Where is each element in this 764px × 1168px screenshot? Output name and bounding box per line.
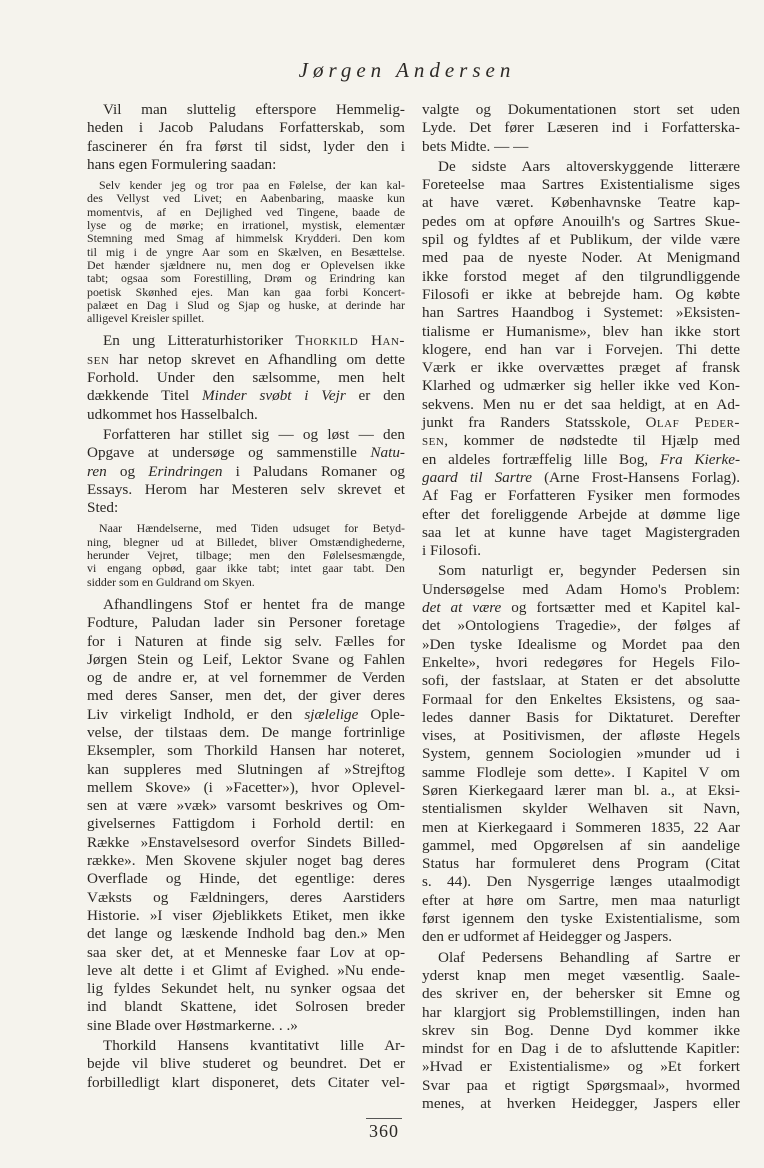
block-quote: [87, 179, 405, 325]
italic-text: Fra Kierke-: [659, 450, 740, 468]
text-line: sekvens. Men nu er det saa heldigt, at en Ad-: [422, 395, 740, 413]
text-line: Fodture, Paludan lader sin Personer foretage: [87, 614, 405, 632]
text-line: saa sker det, at et Menneske faar Lov at op-: [87, 943, 405, 961]
text-line: Essays. Herom har Mesteren selv skrevet et: [87, 480, 405, 498]
italic-text: ren: [87, 462, 107, 480]
text-line: Af Fag er Forfatteren Fysiker men formodes: [422, 487, 740, 505]
text-line: [87, 444, 405, 462]
text-line: Søren Kierkegaard lærer man bl. a., at Eksi-: [422, 781, 740, 799]
text-line: Thorkild Hansens kvantitativt lille Ar-: [103, 1037, 405, 1055]
text-line: mellem Skove» (i »Facetter»), hvor Oplevel-: [87, 778, 405, 796]
text-line: gammel, med Opgørelsen af sin aandelige: [422, 836, 740, 854]
paragraph: [422, 949, 740, 1114]
text-segment: Liv virkeligt Indhold, er den: [87, 705, 305, 723]
text-line: palæet en Dag i Slud og Sjap og huske, at derinde har: [87, 297, 405, 312]
text-line: Vil man sluttelig efterspore Hemmelig-: [103, 101, 405, 118]
text-line: Det hænder sjældnere nu, men dog er Oplevelsen ikke: [87, 257, 405, 272]
small-caps-name: Olaf Peder-: [645, 414, 740, 432]
text-line: Klarhed og udmærker sig heller ikke ved Kon-: [422, 377, 740, 395]
text-line: des Vellyst ved Livet; en Aabenbaring, maaske kun: [87, 191, 405, 206]
text-line: »Den tyske Idealisme og Mordet paa den: [422, 635, 740, 653]
text-line: Foreteelse maa Sartres Existentialisme siges: [422, 176, 740, 194]
text-segment: dækkende Titel: [87, 387, 202, 405]
italic-text: Minder svøbt i Vejr: [201, 387, 346, 405]
paragraph: [422, 158, 740, 561]
text-segment: og fortsætter med et Kapitel kal-: [501, 599, 740, 617]
text-line: heden i Jacob Paludans Forfatterskab, som: [87, 119, 405, 137]
text-line: [87, 463, 405, 481]
text-line: [422, 432, 740, 450]
text-line: med paa de nyeste Noder. At Menigmand: [422, 249, 740, 267]
text-line: Eksempler, som Thorkild Hansen har noteret,: [87, 742, 405, 760]
text-segment: junkt fra Randers Statsskole,: [422, 414, 646, 432]
text-segment: og: [106, 462, 149, 480]
text-line: Som naturligt er, begynder Pedersen sin: [438, 562, 740, 580]
text-line: det »Ontologiens Tragedie», der følges af: [422, 617, 740, 635]
text-line: lyse og de mørke; en irrationel, mystisk, elementær: [87, 218, 405, 233]
small-caps-name: sen: [87, 350, 110, 368]
text-line: skrev sin Bog. Denne Dyd kommer ikke: [422, 1021, 740, 1039]
text-segment: har netop skrevet en Afhandling om dette: [109, 350, 405, 368]
italic-text: sjælelige: [304, 705, 359, 723]
text-line: herunder Vejret, tilbage; men den Følelsesmængde,: [87, 548, 405, 563]
text-line: sofi, der fastslaar, at Staten er det absolutte: [422, 672, 740, 690]
paragraph: [87, 332, 405, 423]
text-line: [422, 469, 740, 487]
text-line: s. 44). Den Nysgerrige længes utaalmodigt: [422, 873, 740, 891]
small-caps-name: sen: [422, 432, 445, 450]
text-line: ind blandt Skattene, idet Solrosen breder: [87, 998, 405, 1016]
text-line: stentialismen skylder Welhaven sit Navn,: [422, 800, 740, 818]
text-line: spil og fyldtes af et Publikum, der vilde være: [422, 231, 740, 249]
text-line: Stemning med Smag af himmelsk Krydderi. Den kom: [87, 231, 405, 246]
running-header: Jørgen Andersen: [298, 58, 516, 82]
paragraph: [422, 101, 740, 156]
text-line: mindst for en Dag i de to afsluttende Kapitler:: [422, 1040, 740, 1058]
text-line: Naar Hændelserne, med Tiden udsuget for Betyd-: [99, 521, 405, 536]
text-segment: Ople-: [358, 705, 405, 723]
text-line: vises, at Positivismen, der afløste Hegels: [422, 727, 740, 745]
text-line: alligevel Kreisler spillet.: [87, 311, 205, 326]
text-line: fascinerer én fra først til sidst, lyder den i: [87, 137, 405, 155]
text-line: sidder som en Guldrand om Skyen.: [87, 574, 255, 589]
text-line: [87, 332, 405, 350]
text-line: »Hvad er Existentialisme» og »Et forkert: [422, 1058, 740, 1076]
text-line: valgte og Dokumentationen stort set uden: [422, 101, 740, 118]
small-caps-name: Thorkild Han-: [295, 332, 405, 350]
text-line: forbilledligt klart disponeret, dets Citater vel-: [87, 1073, 405, 1091]
text-line: [87, 387, 405, 405]
text-line: Historie. »I viser Øjeblikkets Etiket, men ikke: [87, 906, 405, 924]
text-line: Selv kender jeg og tror paa en Følelse, der kan kal-: [99, 178, 405, 193]
paragraph: [87, 101, 405, 174]
text-line: Forhold. Under den sælsomme, men helt: [87, 369, 405, 387]
text-line: med deres Sanser, men det, der giver deres: [87, 687, 405, 705]
text-line: det lange og læskende Indhold bag den.» Men: [87, 925, 405, 943]
text-line: [422, 451, 740, 469]
text-line: [87, 706, 405, 724]
text-line: Række »Enstavelsesord overfor Sindets Billed-: [87, 833, 405, 851]
text-line: har klargjort sig Problemstillingen, inden han: [422, 1003, 740, 1021]
text-line: han Sartres Haandbog i Systemet: »Eksisten-: [422, 304, 740, 322]
text-line: vi engang opbød, gaar ikke tabt; intet gaar tabt. Den: [87, 561, 405, 576]
text-line: Sted:: [87, 499, 119, 517]
text-line: sen at være »væk» varsomt beskrives og Om-: [87, 797, 405, 815]
text-line: momentvis, af en Dejlighed ved Tingene, baade de: [87, 204, 405, 219]
text-line: tabt; ogsaa som Forestilling, Drøm og Erindring kan: [87, 271, 405, 286]
text-line: ledes danner Basis for Diktaturet. Derefter: [422, 708, 740, 726]
text-line: [87, 351, 405, 369]
text-segment: En ung Litteraturhistoriker: [103, 332, 296, 350]
text-line: for i Naturen at finde sig selv. Fælles for: [87, 632, 405, 650]
block-quote: [87, 522, 405, 588]
text-line: Filosofi er ikke at bebrejde ham. Og købte: [422, 285, 740, 303]
italic-text: gaard til Sartre: [422, 468, 532, 486]
text-segment: er den: [345, 387, 405, 405]
paragraph: [87, 1037, 405, 1092]
text-line: System, gennem Sociologien »munder ud i: [422, 745, 740, 763]
text-line: i Filosofi.: [422, 542, 482, 560]
text-line: [422, 599, 740, 617]
text-line: men at Kierkegaard i Sommeren 1835, 22 Aar: [422, 818, 740, 836]
paragraph: [87, 596, 405, 1035]
text-line: Værk er ikke overvættes præget af fransk: [422, 359, 740, 377]
italic-text: det at være: [422, 599, 502, 617]
text-line: Afhandlingens Stof er hentet fra de mange: [103, 595, 405, 613]
text-line: til mig i de yngre Aar som en Skælven, en Besættelse.: [87, 244, 405, 259]
text-line: og de andre er, at vel fornemmer de Verden: [87, 669, 405, 687]
text-line: bets Midte. — —: [422, 137, 529, 155]
text-line: givelsernes Fattigdom i Forhold dertil: en: [87, 815, 405, 833]
text-line: Formaal for den Enkeltes Eksistens, og saa-: [422, 690, 740, 708]
text-line: des skriver en, der behersker sit Emne og: [422, 985, 740, 1003]
text-line: efter det foreliggende Arbejde at dømme lige: [422, 505, 740, 523]
text-line: Overflade og Hinde, det egentlige: deres: [87, 870, 405, 888]
text-line: efter at høre om Sartre, men maa naturligt: [422, 891, 740, 909]
text-line: pedes om at opføre Anouilh's og Sartres Skue-: [422, 212, 740, 230]
text-line: Forfatteren har stillet sig — og løst — den: [103, 425, 405, 443]
text-line: kan suppleres med Slutningen af »Strejftog: [87, 760, 405, 778]
text-line: Enkelte», hvori redegøres for Hegels Filo-: [422, 653, 740, 671]
text-line: [422, 414, 740, 432]
text-line: hans egen Formulering saadan:: [87, 155, 277, 173]
right-column: [422, 101, 740, 1115]
text-line: tialisme er Humanisme», blev han ikke stort: [422, 322, 740, 340]
page-number: 360: [366, 1118, 402, 1142]
text-segment: i Paludans Romaner og: [222, 462, 406, 480]
text-segment: en aldeles fortræffelig lille Bog,: [422, 450, 660, 468]
text-line: menes, at hverken Heidegger, Jaspers eller: [422, 1095, 740, 1113]
text-line: Væksts og Fældningers, deres Aarstiders: [87, 888, 405, 906]
text-line: samme Flodleje som dette». I Kapitel V om: [422, 763, 740, 781]
text-line: Jørgen Stein og Leif, Lektor Svane og Fahlen: [87, 650, 405, 668]
text-line: sine Blade over Høstmarkerne. . .»: [87, 1016, 298, 1034]
text-line: ning, blegner ud at Billedet, bliver Omstændighederne,: [87, 534, 405, 549]
text-line: Lyde. Det fører Læseren ind i Forfatterska-: [422, 119, 740, 137]
text-line: Svar paa et rigtigt Spørgsmaal», hvormed: [422, 1076, 740, 1094]
italic-text: Natu-: [370, 444, 405, 462]
text-line: klogere, end han var i Forvejen. Thi dette: [422, 340, 740, 358]
paragraph: [87, 426, 405, 517]
text-line: ikke forstod meget af den tilgrundliggende: [422, 267, 740, 285]
text-line: Status har formuleret dens Program (Citat: [422, 855, 740, 873]
text-line: at have været. Københavnske Teatre kap-: [422, 194, 740, 212]
text-line: lig fyldes Sekundet helt, nu synker ogsaa det: [87, 980, 405, 998]
text-line: velse, der tilstaas dem. De mange fortrinlige: [87, 723, 405, 741]
text-line: udkommet hos Hasselbalch.: [87, 405, 258, 423]
text-line: bejde vil blive studeret og beundret. Det er: [87, 1055, 405, 1073]
text-line: saa let at kunne have taget Magistergraden: [422, 523, 740, 541]
left-column: [87, 101, 405, 1094]
italic-text: Erindringen: [148, 462, 223, 480]
text-segment: (Arne Frost-Hansens Forlag).: [532, 468, 740, 486]
text-segment: Opgave at undersøge og sammenstille: [87, 444, 371, 462]
text-line: yderst knap men meget væsentlig. Saale-: [422, 966, 740, 984]
text-line: De sidste Aars altoverskyggende litterære: [438, 157, 740, 175]
text-line: den er udformet af Heidegger og Jaspers.: [422, 928, 673, 946]
text-line: leve alt dette i et Glimt af Evighed. »Nu ende-: [87, 961, 405, 979]
text-line: Undersøgelse med Adam Homo's Problem:: [422, 580, 740, 598]
paragraph: [422, 562, 740, 946]
text-line: Olaf Pedersens Behandling af Sartre er: [438, 948, 740, 966]
text-line: poetisk Skønhed ejes. Man kan gaa forbi Koncert-: [87, 284, 405, 299]
text-line: først igennem den tyske Existentialisme, som: [422, 910, 740, 928]
text-segment: , kommer de nødstedte til Hjælp med: [444, 432, 740, 450]
text-line: række». Men Skovene skjuler noget bag deres: [87, 852, 405, 870]
